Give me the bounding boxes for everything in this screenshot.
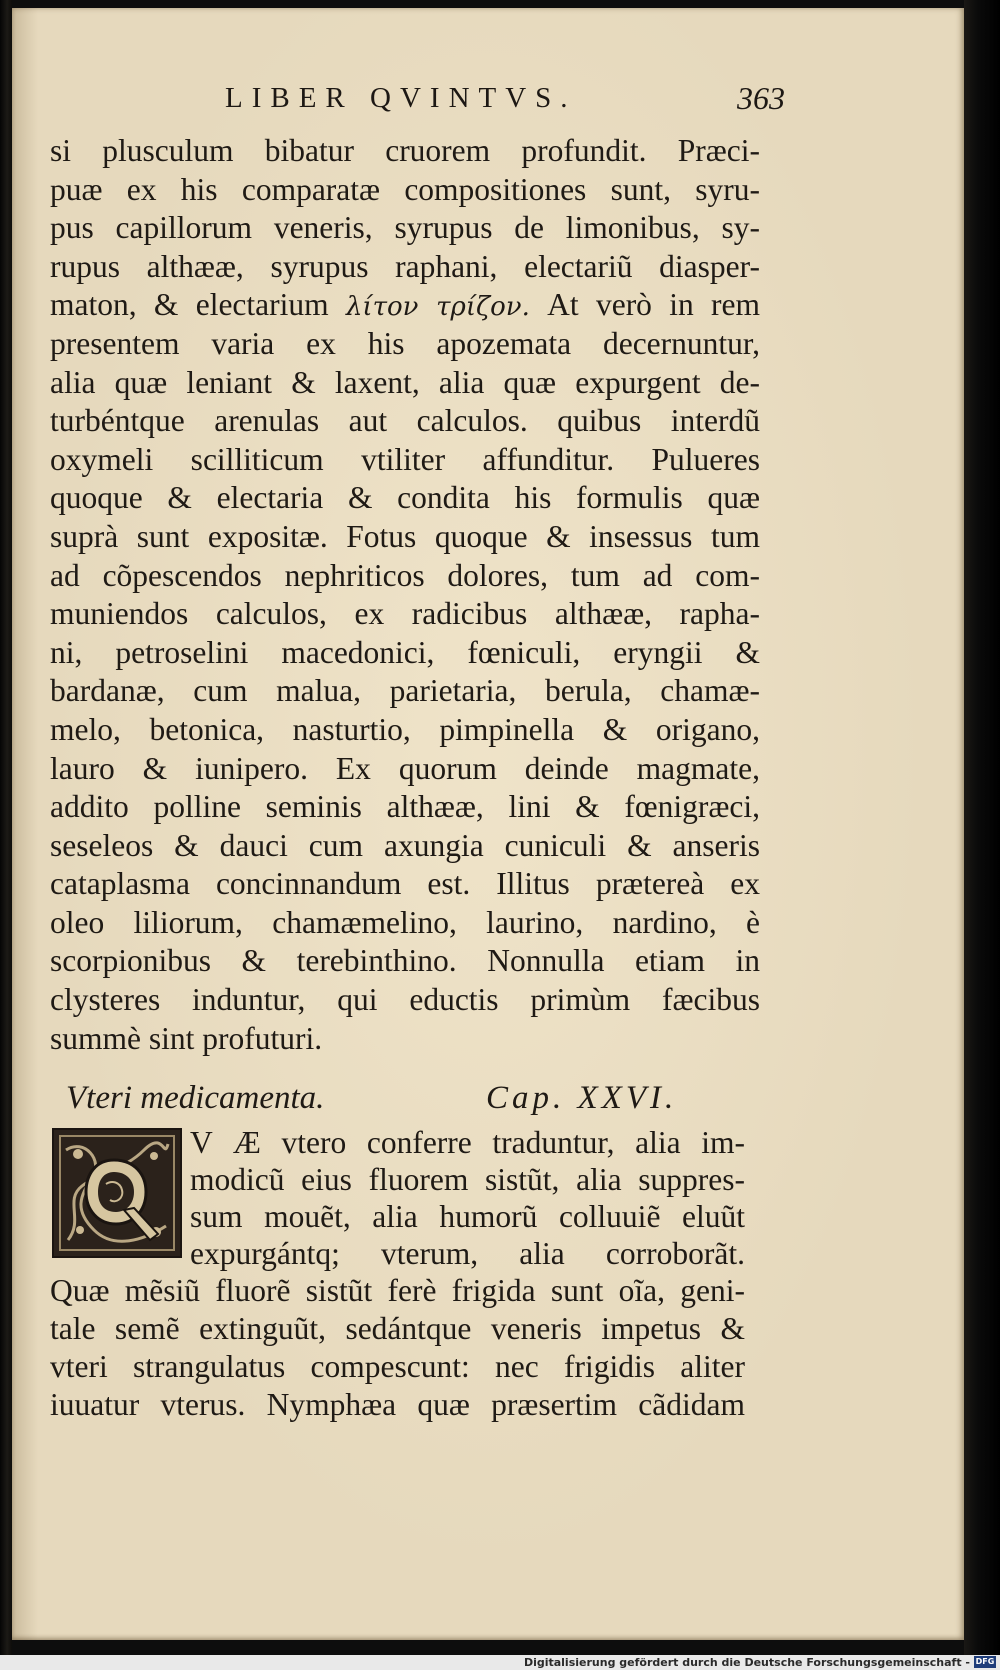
text-line: sum mouẽt, alia humorũ colluuiẽ eluũt [190, 1199, 745, 1234]
text-line: expurgántq; vterum, alia corroborãt. [190, 1236, 745, 1271]
text-line: addito polline seminis althææ, lini & fœnigræci, [50, 789, 760, 825]
text-line: melo, betonica, nasturtio, pimpinella & origano, [50, 711, 760, 747]
chapter-title: Vteri medicamenta. [66, 1080, 325, 1116]
digitization-footer [0, 1655, 1000, 1670]
chapter-number: Cap. XXVI. [486, 1080, 678, 1116]
text-line: lauro & iunipero. Ex quorum deinde magmate, [50, 750, 760, 786]
greek-phrase: λίτον τρίζον. [345, 292, 530, 323]
running-title: LIBER QVINTVS. [225, 82, 577, 114]
text-line: quoque & electaria & condita his formulis quæ [50, 480, 760, 516]
text-line: seseleos & dauci cum axungia cuniculi & anseris [50, 827, 760, 863]
text-line: clysteres induntur, qui eductis primùm fæcibus [50, 982, 760, 1018]
text-line-with-greek [50, 286, 760, 325]
text-line: vteri strangulatus compescunt: nec frigidis aliter [50, 1349, 745, 1384]
page-header [205, 82, 785, 122]
text-fragment: At verò in rem [547, 287, 761, 323]
text-line: muniendos calculos, ex radicibus althææ, rapha- [50, 596, 760, 632]
text-line: modicũ eius fluorem sistũt, alia suppres- [190, 1162, 745, 1197]
text-line: cataplasma concinnandum est. Illitus prætereà ex [50, 866, 760, 902]
text-line: Quæ mẽsiũ fluorẽ sistũt ferè frigida sunt oĩa, geni- [50, 1273, 745, 1308]
chapter-heading [66, 1080, 746, 1122]
chapter-text-block [50, 1272, 745, 1424]
decorated-initial-q [52, 1128, 182, 1258]
text-line: scorpionibus & terebinthino. Nonnulla etiam in [50, 943, 760, 979]
text-line: tale semẽ extinguũt, sedántque veneris impetus & [50, 1311, 745, 1346]
text-line: si plusculum bibatur cruorem profundit. Præci- [50, 133, 760, 168]
text-line: pus capillorum veneris, syrupus de limonibus, sy- [50, 210, 760, 246]
text-line: ni, petroselini macedonici, fœniculi, eryngii & [50, 634, 760, 670]
text-line: turbéntque arenulas aut calculos. quibus interdũ [50, 403, 760, 439]
text-line: V Æ vtero conferre traduntur, alia im- [190, 1125, 745, 1160]
main-text-block [50, 132, 760, 1058]
text-line: puæ ex his comparatæ compositiones sunt, syru- [50, 171, 760, 207]
text-line: iuuatur vterus. Nymphæa quæ præsertim cãdidam [50, 1387, 745, 1422]
dfg-logo: DFG [975, 1657, 995, 1666]
page-number: 363 [737, 80, 785, 116]
initial-paragraph [190, 1124, 745, 1272]
text-line: presentem varia ex his apozemata decernuntur, [50, 325, 760, 361]
text-line: alia quæ leniant & laxent, alia quæ expurgent de- [50, 364, 760, 400]
text-line: oxymeli scilliticum vtiliter affunditur. Pulueres [50, 441, 760, 477]
text-line: suprà sunt expositæ. Fotus quoque & insessus tum [50, 518, 760, 554]
text-line: ad cõpescendos nephriticos dolores, tum ad com- [50, 557, 760, 593]
ornament-icon [54, 1130, 180, 1256]
left-scan-edge [0, 0, 12, 1655]
text-line: rupus althææ, syrupus raphani, electariũ diasper- [50, 248, 760, 284]
text-fragment: maton, & electarium [50, 287, 329, 323]
text-line: bardanæ, cum malua, parietaria, berula, chamæ- [50, 673, 760, 709]
funding-credit: Digitalisierung gefördert durch die Deutsche Forschungsgemeinschaft - [523, 1656, 970, 1669]
text-line: summè sint profuturi. [50, 1020, 323, 1056]
right-scan-edge [964, 0, 1000, 1655]
text-line: oleo liliorum, chamæmelino, laurino, nardino, è [50, 904, 760, 940]
